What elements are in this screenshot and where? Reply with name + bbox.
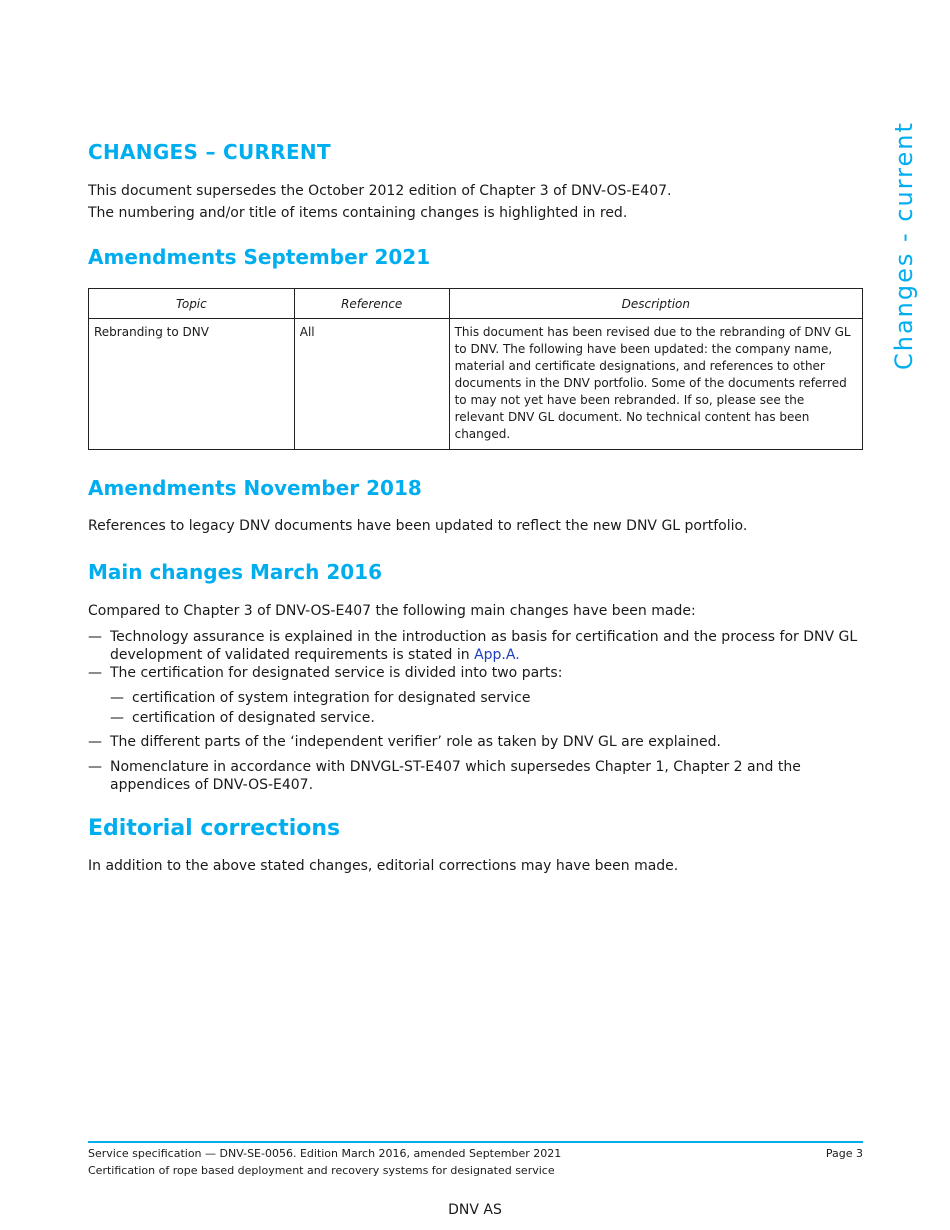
dash-bullet-icon: — — [110, 710, 124, 726]
table-cell-reference: All — [294, 319, 449, 450]
section-title-nov2018: Amendments November 2018 — [88, 476, 422, 500]
table-header-row — [89, 289, 863, 319]
section-title-sep2021: Amendments September 2021 — [88, 245, 431, 269]
mar2016-intro: Compared to Chapter 3 of DNV-OS-E407 the following main changes have been made: — [88, 603, 696, 619]
list-item-text: Technology assurance is explained in the introduction as basis for certification and the process for DNV GL development of validated requirements is stated in — [110, 629, 858, 663]
sub-list-item-text: certification of designated service. — [132, 710, 375, 726]
table-header-description: Description — [449, 289, 862, 319]
changes-list — [88, 628, 863, 794]
dash-bullet-icon: — — [110, 690, 124, 706]
table-header-topic: Topic — [89, 289, 295, 319]
list-item-text: The different parts of the ‘independent verifier’ role as taken by DNV GL are explained. — [110, 734, 721, 750]
table-row — [89, 319, 863, 450]
dash-bullet-icon: — — [88, 665, 102, 681]
sub-list-item — [110, 709, 863, 727]
sub-list-item — [110, 689, 863, 707]
sub-list-item-text: certification of system integration for designated service — [132, 690, 531, 706]
nov2018-text: References to legacy DNV documents have been updated to reflect the new DNV GL portfolio. — [88, 518, 748, 534]
table-header-reference: Reference — [294, 289, 449, 319]
list-item-text: Nomenclature in accordance with DNVGL-ST-E407 which supersedes Chapter 1, Chapter 2 and the appendices of DNV-OS-E407. — [110, 759, 801, 793]
list-item — [88, 758, 863, 794]
amendments-table — [88, 288, 863, 450]
side-title: Changes - current — [890, 121, 918, 370]
intro-line: The numbering and/or title of items containing changes is highlighted in red. — [88, 205, 628, 221]
list-item — [88, 664, 863, 727]
app-a-link[interactable]: App.A. — [474, 647, 520, 663]
list-item — [88, 733, 863, 751]
dash-bullet-icon: — — [88, 759, 102, 775]
footer-line-1 — [88, 1147, 863, 1160]
footer-divider — [88, 1141, 863, 1143]
page-heading: CHANGES – CURRENT — [88, 140, 331, 164]
list-item — [88, 628, 863, 664]
editorial-text: In addition to the above stated changes, editorial corrections may have been made. — [88, 858, 679, 874]
sub-list — [110, 689, 863, 727]
footer-subtitle: Certification of rope based deployment and recovery systems for designated service — [88, 1164, 555, 1177]
table-cell-topic: Rebranding to DNV — [89, 319, 295, 450]
section-title-editorial: Editorial corrections — [88, 816, 341, 841]
dash-bullet-icon: — — [88, 734, 102, 750]
footer-line-2 — [88, 1164, 863, 1177]
page-number: Page 3 — [825, 1147, 863, 1160]
company-name: DNV AS — [448, 1202, 502, 1218]
footer-document-title: Service specification — DNV-SE-0056. Edition March 2016, amended September 2021 — [88, 1147, 562, 1160]
intro-block — [88, 180, 671, 224]
dash-bullet-icon: — — [88, 629, 102, 645]
table-cell-description: This document has been revised due to the rebranding of DNV GL to DNV. The following have been updated: the company name, material and certificate designations, and references to other documents in the DNV portfolio. Some of the documents referred to may not yet have been rebranded. If so, please see the relevant DNV GL document. No technical content has been changed. — [449, 319, 862, 450]
intro-line: This document supersedes the October 2012 edition of Chapter 3 of DNV-OS-E407. — [88, 183, 672, 199]
section-title-mar2016: Main changes March 2016 — [88, 560, 383, 584]
list-item-text: The certification for designated service is divided into two parts: — [110, 665, 563, 681]
